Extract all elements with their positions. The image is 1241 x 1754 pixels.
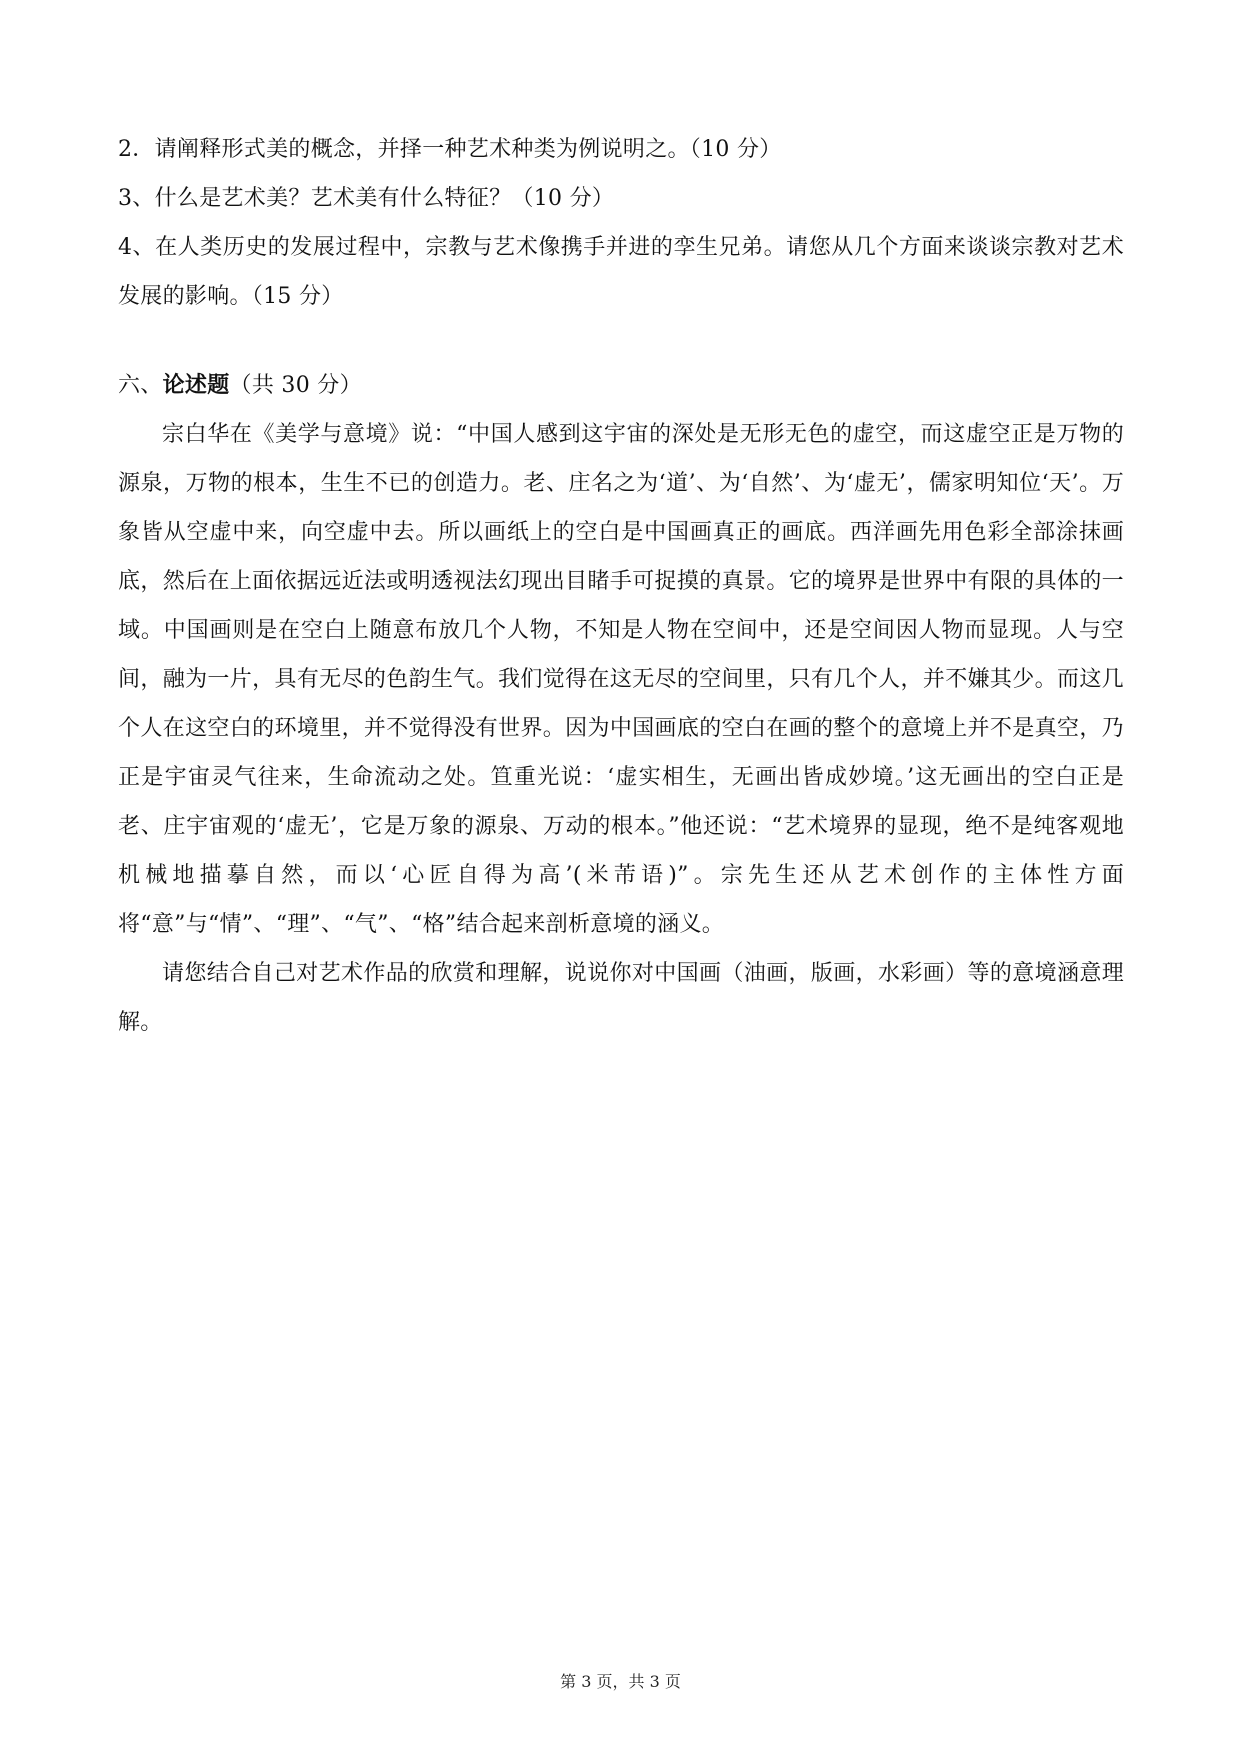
essay-quote-paragraph: 宗白华在《美学与意境》说：“中国人感到这宇宙的深处是无形无色的虚空，而这虚空正是万物的源泉，万物的根本，生生不已的创造力。老、庄名之为‘道’、为‘自然’、为‘虚无’，儒家明知位‘天’。万象皆从空虚中来，向空虚中去。所以画纸上的空白是中国画真正的画底。西洋画先用色彩全部涂抹画底，然后在上面依据远近法或明透视法幻现出目睹手可捉摸的真景。它的境界是世界中有限的具体的一域。中国画则是在空白上随意布放几个人物，不知是人物在空间中，还是空间因人物而显现。人与空间，融为一片，具有无尽的色韵生气。我们觉得在这无尽的空间里，只有几个人，并不嫌其少。而这几个人在这空白的环境里，并不觉得没有世界。因为中国画底的空白在画的整个的意境上并不是真空，乃正是宇宙灵气往来，生命流动之处。笪重光说：‘虚实相生，无画出皆成妙境。’这无画出的空白正是老、庄宇宙观的‘虚无’，它是万象的源泉、万动的根本。”他还说：“艺术境界的显现，绝不是纯客观地机械地描摹自然，而以‘心匠自得为高’(米芾语)”。宗先生还从艺术创作的主体性方面将“意”与“情”、“理”、“气”、“格”结合起来剖析意境的涵义。 — [118, 422, 1124, 937]
section-6-points: （共 30 分） — [229, 373, 362, 398]
question-2: 2．请阐释形式美的概念，并择一种艺术种类为例说明之。（10 分） — [118, 137, 782, 162]
section-6-title: 论述题 — [162, 372, 230, 398]
page-content — [118, 125, 1124, 1047]
question-4: 4、在人类历史的发展过程中，宗教与艺术像携手并进的孪生兄弟。请您从几个方面来谈谈宗教对艺术发展的影响。（15 分） — [118, 235, 1124, 309]
question-list — [118, 125, 1124, 321]
question-3: 3、什么是艺术美？艺术美有什么特征？（10 分） — [118, 186, 615, 211]
section-6-prefix: 六、 — [118, 373, 163, 398]
essay-prompt-paragraph: 请您结合自己对艺术作品的欣赏和理解，说说你对中国画（油画，版画，水彩画）等的意境涵意理解。 — [118, 961, 1124, 1035]
section-spacer — [118, 321, 1124, 361]
section-6-heading — [118, 361, 1124, 410]
page-footer: 第 3 页，共 3 页 — [560, 1672, 681, 1691]
